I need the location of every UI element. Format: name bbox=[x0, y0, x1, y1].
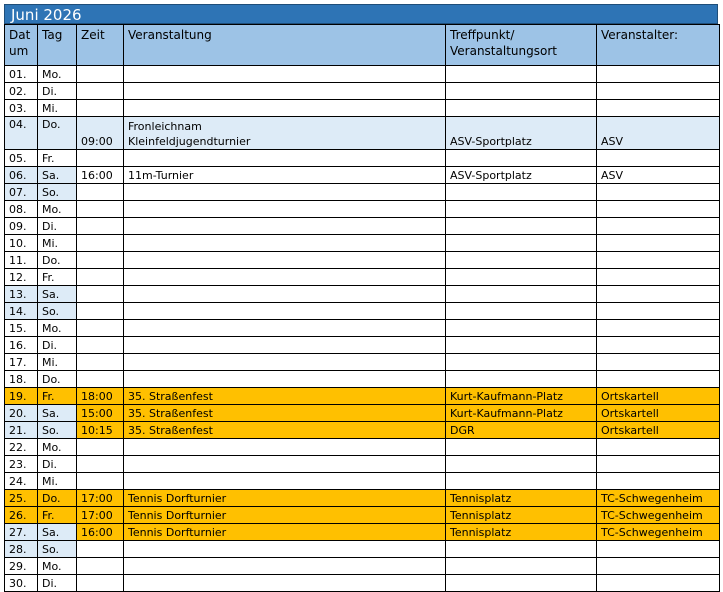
cell-zeit: 10:15 bbox=[77, 422, 124, 439]
cell-veranstalter bbox=[597, 201, 720, 218]
cell-tag: Do. bbox=[38, 117, 77, 150]
cell-veranstalter bbox=[597, 337, 720, 354]
cell-veranstalter bbox=[597, 439, 720, 456]
table-row bbox=[5, 167, 720, 184]
cell-veranstaltung bbox=[124, 320, 446, 337]
cell-ort bbox=[446, 269, 597, 286]
cell-datum: 20. bbox=[5, 405, 38, 422]
cell-zeit: 16:00 bbox=[77, 167, 124, 184]
cell-veranstaltung bbox=[124, 286, 446, 303]
cell-veranstaltung bbox=[124, 354, 446, 371]
events-table bbox=[4, 24, 720, 592]
cell-ort: ASV-Sportplatz bbox=[446, 117, 597, 150]
cell-veranstalter: Ortskartell bbox=[597, 405, 720, 422]
cell-tag: Sa. bbox=[38, 167, 77, 184]
cell-ort: Kurt-Kaufmann-Platz bbox=[446, 405, 597, 422]
cell-zeit bbox=[77, 371, 124, 388]
table-row bbox=[5, 507, 720, 524]
cell-ort bbox=[446, 354, 597, 371]
cell-veranstalter: ASV bbox=[597, 167, 720, 184]
cell-veranstaltung bbox=[124, 201, 446, 218]
cell-veranstalter bbox=[597, 218, 720, 235]
table-row bbox=[5, 575, 720, 592]
cell-ort bbox=[446, 337, 597, 354]
cell-veranstaltung: 35. Straßenfest bbox=[124, 388, 446, 405]
cell-zeit bbox=[77, 303, 124, 320]
cell-zeit bbox=[77, 558, 124, 575]
cell-ort bbox=[446, 83, 597, 100]
cell-ort bbox=[446, 456, 597, 473]
cell-veranstalter: TC-Schwegenheim bbox=[597, 507, 720, 524]
cell-datum: 08. bbox=[5, 201, 38, 218]
table-row bbox=[5, 422, 720, 439]
cell-veranstalter bbox=[597, 473, 720, 490]
col-header-veranstalter: Veranstalter: bbox=[597, 25, 720, 66]
cell-veranstalter: Ortskartell bbox=[597, 388, 720, 405]
cell-tag: Mo. bbox=[38, 201, 77, 218]
cell-datum: 27. bbox=[5, 524, 38, 541]
cell-tag: Sa. bbox=[38, 286, 77, 303]
cell-datum: 16. bbox=[5, 337, 38, 354]
cell-veranstaltung: 11m-Turnier bbox=[124, 167, 446, 184]
cell-veranstaltung: Fronleichnam Kleinfeldjugendturnier bbox=[124, 117, 446, 150]
cell-ort: DGR bbox=[446, 422, 597, 439]
cell-ort bbox=[446, 541, 597, 558]
cell-veranstaltung bbox=[124, 337, 446, 354]
cell-zeit bbox=[77, 320, 124, 337]
cell-veranstalter: Ortskartell bbox=[597, 422, 720, 439]
cell-zeit bbox=[77, 286, 124, 303]
cell-datum: 15. bbox=[5, 320, 38, 337]
cell-zeit bbox=[77, 201, 124, 218]
cell-veranstalter bbox=[597, 303, 720, 320]
cell-tag: Do. bbox=[38, 490, 77, 507]
cell-veranstaltung bbox=[124, 473, 446, 490]
cell-veranstalter bbox=[597, 252, 720, 269]
cell-zeit bbox=[77, 337, 124, 354]
cell-ort bbox=[446, 184, 597, 201]
cell-ort bbox=[446, 473, 597, 490]
table-row bbox=[5, 184, 720, 201]
cell-ort: Kurt-Kaufmann-Platz bbox=[446, 388, 597, 405]
cell-ort bbox=[446, 100, 597, 117]
cell-tag: Sa. bbox=[38, 524, 77, 541]
table-row bbox=[5, 201, 720, 218]
cell-tag: Mi. bbox=[38, 235, 77, 252]
cell-datum: 12. bbox=[5, 269, 38, 286]
table-row bbox=[5, 100, 720, 117]
cell-zeit bbox=[77, 473, 124, 490]
cell-zeit: 09:00 bbox=[77, 117, 124, 150]
cell-datum: 03. bbox=[5, 100, 38, 117]
table-row bbox=[5, 235, 720, 252]
table-row bbox=[5, 439, 720, 456]
table-row bbox=[5, 150, 720, 167]
cell-datum: 09. bbox=[5, 218, 38, 235]
cell-veranstaltung bbox=[124, 269, 446, 286]
table-row bbox=[5, 117, 720, 150]
cell-veranstaltung: 35. Straßenfest bbox=[124, 405, 446, 422]
cell-veranstaltung bbox=[124, 66, 446, 83]
cell-tag: Fr. bbox=[38, 388, 77, 405]
cell-ort bbox=[446, 150, 597, 167]
col-header-ort: Treffpunkt/ Veranstaltungsort bbox=[446, 25, 597, 66]
cell-tag: Mo. bbox=[38, 558, 77, 575]
cell-tag: Mo. bbox=[38, 66, 77, 83]
cell-tag: Do. bbox=[38, 371, 77, 388]
cell-zeit bbox=[77, 150, 124, 167]
table-row bbox=[5, 405, 720, 422]
cell-ort: Tennisplatz bbox=[446, 524, 597, 541]
cell-zeit: 16:00 bbox=[77, 524, 124, 541]
table-row bbox=[5, 354, 720, 371]
cell-ort bbox=[446, 201, 597, 218]
cell-veranstalter bbox=[597, 354, 720, 371]
table-row bbox=[5, 252, 720, 269]
cell-datum: 01. bbox=[5, 66, 38, 83]
cell-veranstalter bbox=[597, 320, 720, 337]
cell-veranstalter: TC-Schwegenheim bbox=[597, 524, 720, 541]
table-row bbox=[5, 269, 720, 286]
cell-ort: Tennisplatz bbox=[446, 507, 597, 524]
cell-veranstaltung bbox=[124, 235, 446, 252]
header-row bbox=[5, 25, 720, 66]
cell-zeit bbox=[77, 354, 124, 371]
cell-tag: So. bbox=[38, 541, 77, 558]
cell-tag: Sa. bbox=[38, 405, 77, 422]
cell-tag: Mo. bbox=[38, 320, 77, 337]
cell-tag: Mi. bbox=[38, 354, 77, 371]
cell-datum: 11. bbox=[5, 252, 38, 269]
cell-zeit bbox=[77, 184, 124, 201]
cell-veranstalter: ASV bbox=[597, 117, 720, 150]
cell-datum: 04. bbox=[5, 117, 38, 150]
cell-zeit bbox=[77, 541, 124, 558]
cell-veranstaltung bbox=[124, 558, 446, 575]
cell-veranstaltung: Tennis Dorfturnier bbox=[124, 507, 446, 524]
table-row bbox=[5, 558, 720, 575]
table-row bbox=[5, 218, 720, 235]
cell-datum: 05. bbox=[5, 150, 38, 167]
cell-tag: Di. bbox=[38, 337, 77, 354]
table-row bbox=[5, 473, 720, 490]
cell-tag: Fr. bbox=[38, 269, 77, 286]
cell-datum: 14. bbox=[5, 303, 38, 320]
cell-tag: Mi. bbox=[38, 473, 77, 490]
table-row bbox=[5, 337, 720, 354]
cell-ort bbox=[446, 252, 597, 269]
cell-ort bbox=[446, 371, 597, 388]
cell-zeit bbox=[77, 575, 124, 592]
cell-tag: So. bbox=[38, 303, 77, 320]
table-row bbox=[5, 490, 720, 507]
table-row bbox=[5, 371, 720, 388]
cell-datum: 25. bbox=[5, 490, 38, 507]
cell-datum: 23. bbox=[5, 456, 38, 473]
cell-veranstaltung bbox=[124, 184, 446, 201]
cell-zeit: 17:00 bbox=[77, 507, 124, 524]
cell-veranstaltung: Tennis Dorfturnier bbox=[124, 524, 446, 541]
table-row bbox=[5, 286, 720, 303]
cell-tag: Mi. bbox=[38, 100, 77, 117]
cell-zeit bbox=[77, 235, 124, 252]
table-row bbox=[5, 320, 720, 337]
cell-veranstalter bbox=[597, 235, 720, 252]
cell-veranstalter: TC-Schwegenheim bbox=[597, 490, 720, 507]
table-row bbox=[5, 66, 720, 83]
table-row bbox=[5, 83, 720, 100]
cell-zeit bbox=[77, 269, 124, 286]
cell-veranstaltung: Tennis Dorfturnier bbox=[124, 490, 446, 507]
cell-zeit bbox=[77, 218, 124, 235]
cell-ort: Tennisplatz bbox=[446, 490, 597, 507]
cell-tag: Di. bbox=[38, 456, 77, 473]
cell-veranstaltung bbox=[124, 150, 446, 167]
cell-veranstaltung bbox=[124, 371, 446, 388]
cell-zeit bbox=[77, 66, 124, 83]
col-header-datum: Dat um bbox=[5, 25, 38, 66]
col-header-tag: Tag bbox=[38, 25, 77, 66]
table-row bbox=[5, 303, 720, 320]
cell-veranstaltung bbox=[124, 83, 446, 100]
cell-zeit: 17:00 bbox=[77, 490, 124, 507]
cell-tag: So. bbox=[38, 422, 77, 439]
cell-datum: 26. bbox=[5, 507, 38, 524]
cell-ort bbox=[446, 303, 597, 320]
cell-veranstaltung bbox=[124, 439, 446, 456]
cell-datum: 21. bbox=[5, 422, 38, 439]
cell-datum: 29. bbox=[5, 558, 38, 575]
cell-veranstalter bbox=[597, 541, 720, 558]
table-row bbox=[5, 456, 720, 473]
cell-veranstaltung bbox=[124, 303, 446, 320]
cell-veranstaltung bbox=[124, 541, 446, 558]
col-header-zeit: Zeit bbox=[77, 25, 124, 66]
cell-ort bbox=[446, 286, 597, 303]
table-row bbox=[5, 541, 720, 558]
month-title: Juni 2026 bbox=[4, 4, 718, 24]
cell-datum: 22. bbox=[5, 439, 38, 456]
cell-ort bbox=[446, 558, 597, 575]
cell-datum: 18. bbox=[5, 371, 38, 388]
cell-tag: Di. bbox=[38, 218, 77, 235]
cell-veranstalter bbox=[597, 286, 720, 303]
cell-veranstalter bbox=[597, 184, 720, 201]
cell-zeit bbox=[77, 100, 124, 117]
cell-veranstaltung bbox=[124, 456, 446, 473]
cell-datum: 07. bbox=[5, 184, 38, 201]
cell-tag: Di. bbox=[38, 575, 77, 592]
cell-datum: 30. bbox=[5, 575, 38, 592]
cell-ort bbox=[446, 439, 597, 456]
cell-datum: 28. bbox=[5, 541, 38, 558]
cell-tag: Do. bbox=[38, 252, 77, 269]
cell-datum: 17. bbox=[5, 354, 38, 371]
cell-zeit bbox=[77, 252, 124, 269]
cell-ort bbox=[446, 575, 597, 592]
table-row bbox=[5, 388, 720, 405]
cell-ort: ASV-Sportplatz bbox=[446, 167, 597, 184]
cell-zeit bbox=[77, 83, 124, 100]
cell-ort bbox=[446, 66, 597, 83]
cell-veranstaltung: 35. Straßenfest bbox=[124, 422, 446, 439]
cell-veranstalter bbox=[597, 558, 720, 575]
cell-zeit: 15:00 bbox=[77, 405, 124, 422]
cell-zeit: 18:00 bbox=[77, 388, 124, 405]
cell-veranstalter bbox=[597, 269, 720, 286]
cell-veranstalter bbox=[597, 575, 720, 592]
cell-veranstalter bbox=[597, 66, 720, 83]
cell-veranstalter bbox=[597, 150, 720, 167]
cell-tag: Fr. bbox=[38, 507, 77, 524]
cell-veranstaltung bbox=[124, 575, 446, 592]
cell-veranstaltung bbox=[124, 218, 446, 235]
cell-datum: 19. bbox=[5, 388, 38, 405]
cell-datum: 02. bbox=[5, 83, 38, 100]
cell-veranstaltung bbox=[124, 252, 446, 269]
cell-veranstalter bbox=[597, 100, 720, 117]
cell-zeit bbox=[77, 456, 124, 473]
cell-ort bbox=[446, 235, 597, 252]
cell-datum: 10. bbox=[5, 235, 38, 252]
cell-tag: So. bbox=[38, 184, 77, 201]
cell-datum: 06. bbox=[5, 167, 38, 184]
table-row bbox=[5, 524, 720, 541]
cell-ort bbox=[446, 320, 597, 337]
cell-tag: Fr. bbox=[38, 150, 77, 167]
col-header-veranstaltung: Veranstaltung bbox=[124, 25, 446, 66]
cell-ort bbox=[446, 218, 597, 235]
cell-veranstalter bbox=[597, 83, 720, 100]
cell-zeit bbox=[77, 439, 124, 456]
cell-datum: 13. bbox=[5, 286, 38, 303]
cell-datum: 24. bbox=[5, 473, 38, 490]
cell-tag: Mo. bbox=[38, 439, 77, 456]
cell-veranstaltung bbox=[124, 100, 446, 117]
cell-veranstalter bbox=[597, 371, 720, 388]
cell-tag: Di. bbox=[38, 83, 77, 100]
cell-veranstalter bbox=[597, 456, 720, 473]
